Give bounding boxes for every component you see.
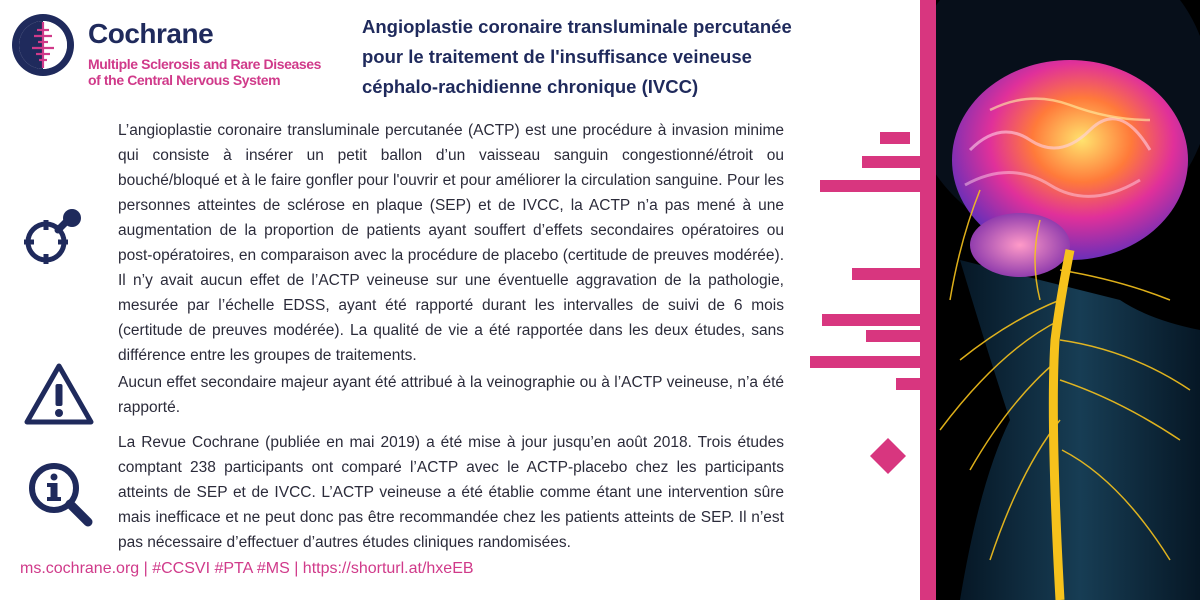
decorative-dash [862, 156, 922, 168]
warning-icon [24, 362, 94, 426]
title-line: pour le traitement de l'insuffisance veineuse [362, 46, 752, 67]
decorative-vertical-bar [920, 0, 936, 600]
cochrane-logo [10, 12, 350, 88]
decorative-dash [822, 314, 920, 326]
brain-nervous-system-image [920, 0, 1200, 600]
logo-name: Cochrane [88, 18, 214, 49]
decorative-dash [810, 356, 920, 368]
info-magnifier-icon [26, 460, 96, 530]
decorative-diamond [868, 436, 908, 476]
title-line: Angioplastie coronaire transluminale percutanée [362, 16, 792, 37]
footer-links: ms.cochrane.org | #CCSVI #PTA #MS | https://shorturl.at/hxeEB [20, 560, 474, 577]
title-line: céphalo-rachidienne chronique (IVCC) [362, 76, 699, 97]
info-paragraph: La Revue Cochrane (publiée en mai 2019) a été mise à jour jusqu’en août 2018. Trois études comptant 238 participants ont comparé l’ACTP avec le ACTP-placebo chez les participants atteints de SEP et de IVCC. L’ACTP veineuse a été établie comme étant une intervention sûre mais inefficace et ne peut donc pas être recommandée chez les patients atteints de SEP. Il n’est pas nécessaire d’effectuer d’autres études cliniques randomisées. [118, 434, 784, 551]
decorative-dash [852, 268, 920, 280]
logo-subtitle [88, 56, 358, 88]
logo-subtitle-line: of the Central Nervous System [88, 72, 281, 88]
brain-illustration [920, 0, 1200, 600]
decorative-dash [866, 330, 920, 342]
warning-paragraph: Aucun effet secondaire majeur ayant été attribué à la veinographie ou à l’ACTP veineuse, n’a été rapporté. [118, 374, 784, 416]
page-title [362, 12, 832, 102]
results-paragraph: L’angioplastie coronaire transluminale percutanée (ACTP) est une procédure à invasion minime qui consiste à insérer un petit ballon d’un vaisseau sanguin congestionné/étroit ou bouché/bloqué et à le faire gonfler pour l'ouvrir et pour améliorer la circulation sanguine. Pour les personnes atteintes de sclérose en plaque (SEP) et de IVCC, la ACTP n’a pas mené à une augmentation de la proportion de patients ayant souffert d’effets secondaires opératoires ou post-opératoires, en comparaison avec la procédure de placebo (certitude de preuves modérée). Il n’y avait aucun effet de l’ACTP veineuse sur une éventuelle aggravation de la pathologie, mesurée par l’échelle EDSS, ayant été rapporté durant les intervalles de suivi de 6 mois (certitude de preuves modérée). La qualité de vie a été rapportée dans les deux études, sans différence entre les groupes de traitements. [118, 122, 784, 364]
decorative-dash [880, 132, 910, 144]
decorative-dash [896, 378, 920, 390]
logo-subtitle-line: Multiple Sclerosis and Rare Diseases [88, 56, 322, 72]
decorative-dash [820, 180, 920, 192]
cochrane-logo-icon [10, 12, 76, 78]
target-magnifier-icon [24, 208, 84, 268]
